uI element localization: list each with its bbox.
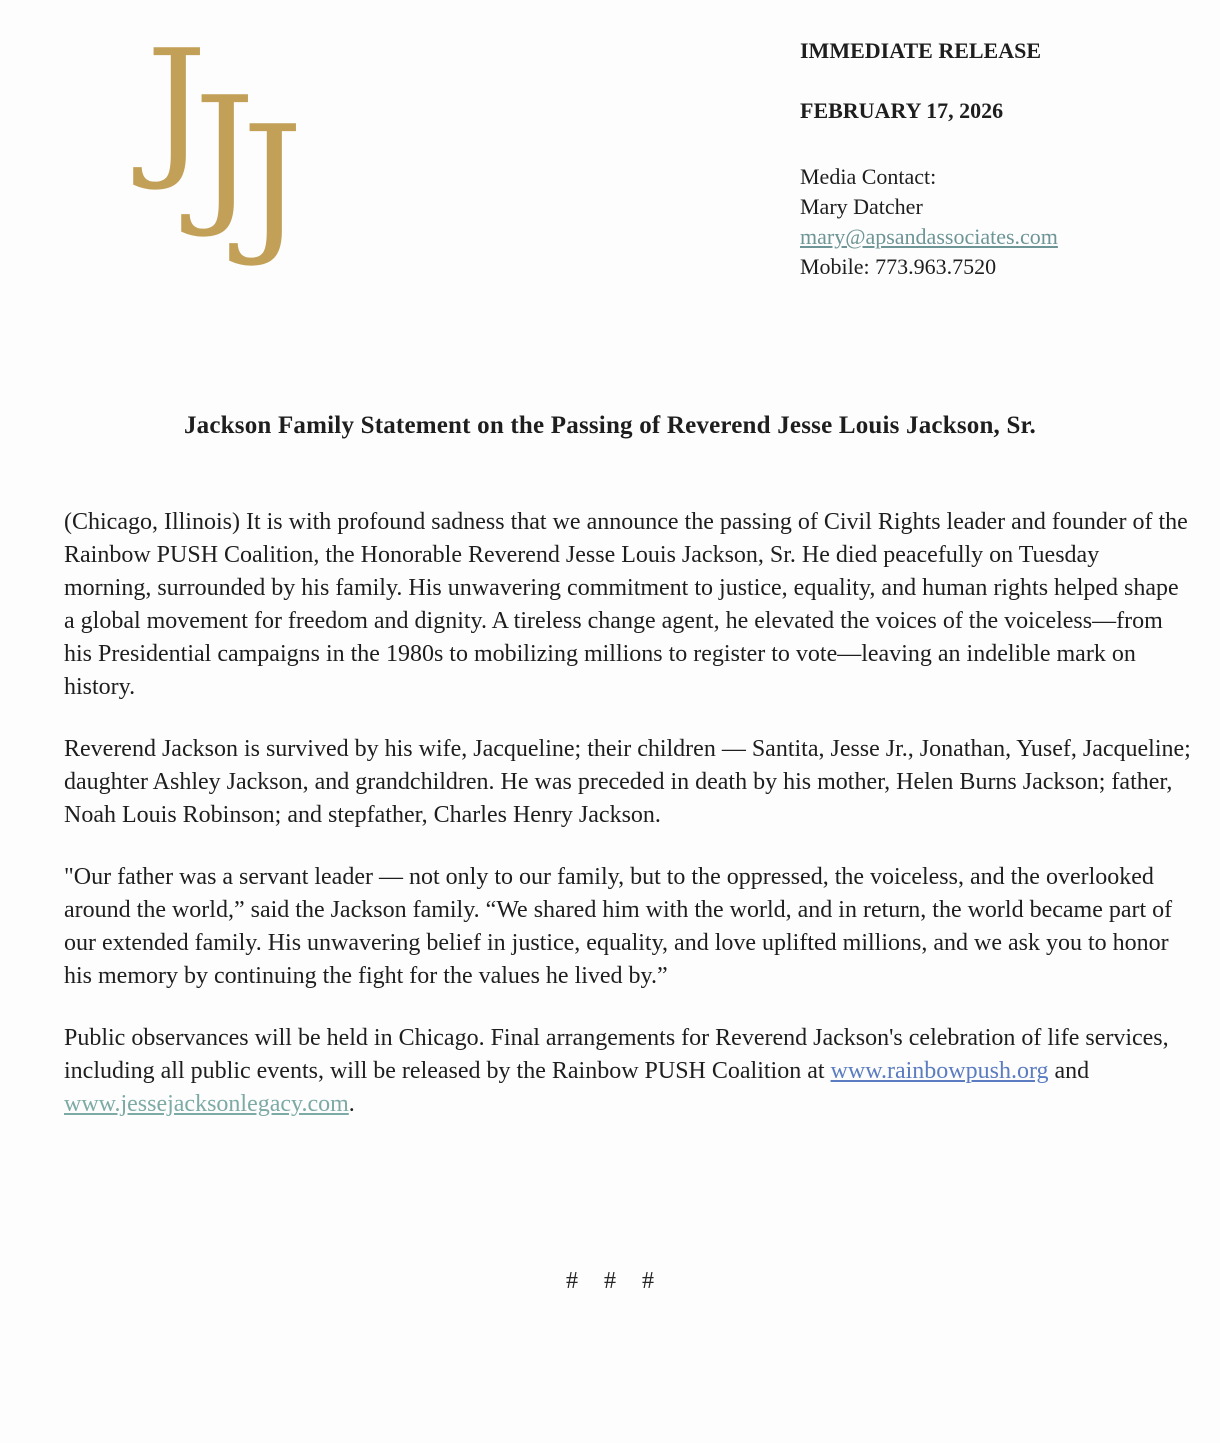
paragraph-observances xyxy=(64,1022,1192,1121)
paragraph-family-quote: "Our father was a servant leader — not only to our family, but to the oppressed, the voiceless, and the overlooked around the world,” said the Jackson family. “We shared him with the world, and in return, the world became part of our extended family. His unwavering belief in justice, equality, and love uplifted millions, and we ask you to honor his memory by continuing the fight for the values he lived by.” xyxy=(64,864,1173,989)
contact-mobile: Mobile: 773.963.7520 xyxy=(800,254,997,279)
page-title: Jackson Family Statement on the Passing of Reverend Jesse Louis Jackson, Sr. xyxy=(183,412,1037,439)
paragraph-announcement: (Chicago, Illinois) It is with profound sadness that we announce the passing of Civil Rights leader and founder of the Rainbow PUSH Coalition, the Honorable Reverend Jesse Louis Jackson, Sr. He died peacefully on Tuesday morning, surrounded by his family. His unwavering commitment to justice, equality, and human rights helped shape a global movement for freedom and dignity. A tireless change agent, he elevated the voices of the voiceless—from his Presidential campaigns in the 1980s to mobilizing millions to register to vote—leaving an indelible mark on history. xyxy=(64,509,1188,700)
contact-email-link[interactable]: mary@apsandassociates.com xyxy=(800,224,1058,249)
contact-name: Mary Datcher xyxy=(800,194,923,219)
logo-letter-j-icon: J xyxy=(194,64,255,241)
immediate-release-label: IMMEDIATE RELEASE xyxy=(800,38,1042,63)
release-date: FEBRUARY 17, 2026 xyxy=(800,98,1004,123)
paragraph-survivors: Reverend Jackson is survived by his wife, Jacqueline; their children — Santita, Jesse Jr., Jonathan, Yusef, Jacqueline; daughter Ashley Jackson, and grandchildren. He was preceded in death by his mother, Helen Burns Jackson; father, Noah Louis Robinson; and stepfather, Charles Henry Jackson. xyxy=(64,736,1191,828)
observances-period: . xyxy=(348,1091,355,1117)
logo-letter-j-icon: J xyxy=(146,17,207,194)
jessejacksonlegacy-link[interactable]: www.jessejacksonlegacy.com xyxy=(64,1091,349,1117)
contact-block xyxy=(800,36,1200,282)
logo-letter-j-icon: J xyxy=(242,93,303,270)
rainbowpush-link[interactable]: www.rainbowpush.org xyxy=(830,1058,1049,1084)
body-text xyxy=(64,506,1192,1150)
media-contact-label: Media Contact: xyxy=(800,164,937,189)
observances-conjunction: and xyxy=(1048,1058,1090,1084)
observances-text: Public observances will be held in Chicago. Final arrangements for Reverend Jackson's celebration of life services, including all public events, will be released by the Rainbow PUSH Coalition at xyxy=(64,1025,1169,1084)
jlj-monogram-logo xyxy=(138,17,328,270)
end-mark: # # # xyxy=(566,1268,654,1294)
